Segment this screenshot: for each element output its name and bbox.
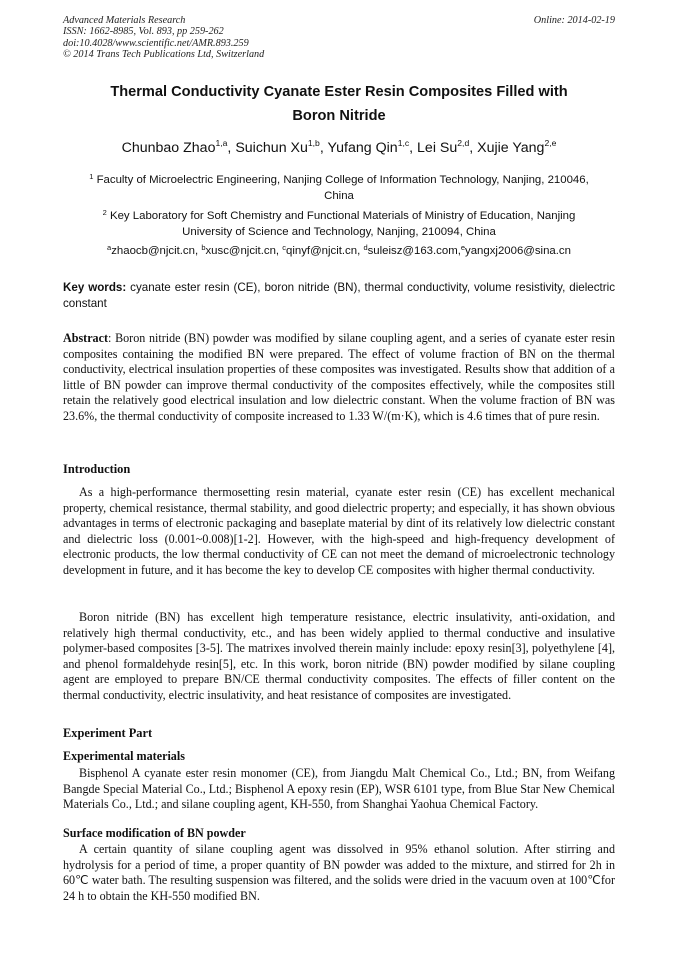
- title-line-2: Boron Nitride: [292, 108, 386, 124]
- surface-modification-heading: Surface modification of BN powder: [63, 826, 246, 840]
- affiliation-line: Key Laboratory for Soft Chemistry and Functional Materials of Ministry of Education, Nanjing: [110, 210, 576, 222]
- email-address[interactable]: xusc@njcit.cn: [205, 245, 276, 257]
- journal-name: Advanced Materials Research: [63, 15, 186, 26]
- author-affil-sup: 2,d: [457, 138, 470, 148]
- affiliation-sup: 2: [102, 208, 107, 217]
- author-affil-sup: 1,c: [397, 138, 410, 148]
- introduction-heading: Introduction: [63, 462, 131, 476]
- email-sup: c: [282, 243, 287, 252]
- email-sup: e: [460, 243, 466, 252]
- affiliation-line: China: [324, 189, 354, 202]
- author-affil-sup: 1,b: [307, 138, 320, 148]
- author-separator: ,: [409, 140, 418, 156]
- email-address[interactable]: yangxj2006@sina.cn: [465, 245, 571, 257]
- abstract-text: : Boron nitride (BN) powder was modified by silane coupling agent, and a series of cyanate ester resin composites containing the modified BN were prepared. The effect of volume fraction of BN on the thermal conductivity, electrical insulation properties of these composites was investigated. Results show that addition of a little of BN powder can improve thermal conductivity of the composites effectively, while the composites still retain the relatively good electrical insulation and low dielectric constant. When the volume fraction of BN was 23.6%, the thermal conductivity of composite increased to 1.33 W/(m·K), which is 4.6 times that of pure resin.: [63, 331, 615, 423]
- affiliation-sup: 1: [89, 172, 94, 181]
- title-line-1: Thermal Conductivity Cyanate Ester Resin Composites Filled with: [110, 84, 568, 100]
- keywords: [63, 280, 615, 311]
- author-list: [63, 139, 615, 157]
- abstract: [63, 331, 615, 425]
- author-name: Xujie Yang: [477, 140, 545, 156]
- online-date: Online: 2014-02-19: [533, 15, 615, 26]
- author-name: Suichun Xu: [235, 140, 308, 156]
- email-list: $^a$zhaocb@njcit.cn, $^b$xusc@njcit.cn, $^c$qinyf@njcit.cn, $^d$suleisz@163.com,$^e$yangxj2006@sina.cn: [107, 243, 571, 257]
- keywords-label: Key words:: [63, 281, 127, 294]
- affiliation-line: University of Science and Technology, Nanjing, 210094, China: [182, 225, 496, 238]
- materials-heading: Experimental materials: [63, 749, 185, 763]
- affiliation-2: [63, 209, 615, 240]
- affiliation-1: [63, 173, 615, 204]
- journal-header: [63, 15, 264, 61]
- author-affil-sup: 2,e: [544, 138, 557, 148]
- author-name: Lei Su: [417, 140, 458, 156]
- email-sup: a: [107, 243, 112, 252]
- abstract-label: Abstract: [63, 331, 109, 345]
- author-name: Chunbao Zhao: [121, 140, 216, 156]
- author-separator: ,: [469, 140, 478, 156]
- intro-paragraph-2: Boron nitride (BN) has excellent high temperature resistance, electric insulativity, anti-oxidation, and relatively high thermal conductivity, etc., and has been widely applied to thermal conductive and insulative polymer-based composites [3-5]. The matrixes involved therein mainly include: epoxy resin[3], polyethylene [4], and phenol formaldehyde resin[5], etc. In this work, boron nitride (BN) powder modified by silane coupling agent are employed to prepare BN/CE thermal conductivity composites. The effects of filler content on the thermal conductivity, electric insulativity, and heat resistance of composites are investigated.: [63, 610, 615, 702]
- email-address[interactable]: zhaocb@njcit.cn: [111, 245, 195, 257]
- copyright-line: © 2014 Trans Tech Publications Ltd, Switzerland: [63, 49, 265, 61]
- author-name: Yufang Qin: [327, 140, 398, 156]
- intro-paragraph-1: As a high-performance thermosetting resin material, cyanate ester resin (CE) has excellent mechanical property, chemical resistance, thermal stability, and good dielectric property; and especially, it has shown obvious advantages in terms of electronic packaging and baseplate material by dint of its relatively low dielectric constant and dielectric loss (0.001~0.008)[1-2]. However, with the high-speed and high-frequency development of electronic products, the low thermal conductivity of CE can not meet the demand of microelectronic technology development in future, and it has become the key to develop CE composites with higher thermal conductivity.: [63, 485, 615, 577]
- author-separator: ,: [319, 140, 328, 156]
- email-sup: b: [201, 243, 206, 252]
- keywords-text: cyanate ester resin (CE), boron nitride (BN), thermal conductivity, volume resistivity, dielectric constant: [63, 281, 615, 310]
- author-affil-sup: 1,a: [215, 138, 228, 148]
- materials-paragraph: Bisphenol A cyanate ester resin monomer (CE), from Jiangdu Malt Chemical Co., Ltd.; BN, from Weifang Bangde Special Material Co., Ltd.; Bisphenol A epoxy resin (EP), WSR 6101 type, from Blue Star New Chemical Materials Co., Ltd.; and silane coupling agent, KH-550, from Shanghai Yaohua Chemical Factory.: [63, 766, 615, 812]
- surface-modification-paragraph: A certain quantity of silane coupling agent was dissolved in 95% ethanol solution. After stirring and hydrolysis for a period of time, a proper quantity of BN powder was added to the mixture, and stirred for 2h in 60℃ water bath. The resulting suspension was filtered, and the solids were dried in the vacuum oven at 100℃for 24 h to obtain the KH-550 modified BN.: [63, 842, 615, 903]
- email-sup: d: [363, 243, 368, 252]
- affiliation-line: Faculty of Microelectric Engineering, Nanjing College of Information Technology, Nanjing, 210046,: [96, 174, 589, 186]
- issn-line: ISSN: 1662-8985, Vol. 893, pp 259-262: [63, 26, 224, 38]
- experiment-heading: Experiment Part: [63, 726, 153, 740]
- paper-title: [63, 80, 615, 128]
- author-separator: ,: [227, 140, 236, 156]
- email-address[interactable]: qinyf@njcit.cn: [286, 245, 358, 257]
- email-address[interactable]: suleisz@163.com: [367, 245, 458, 257]
- doi-line: doi:10.4028/www.scientific.net/AMR.893.259: [63, 37, 249, 49]
